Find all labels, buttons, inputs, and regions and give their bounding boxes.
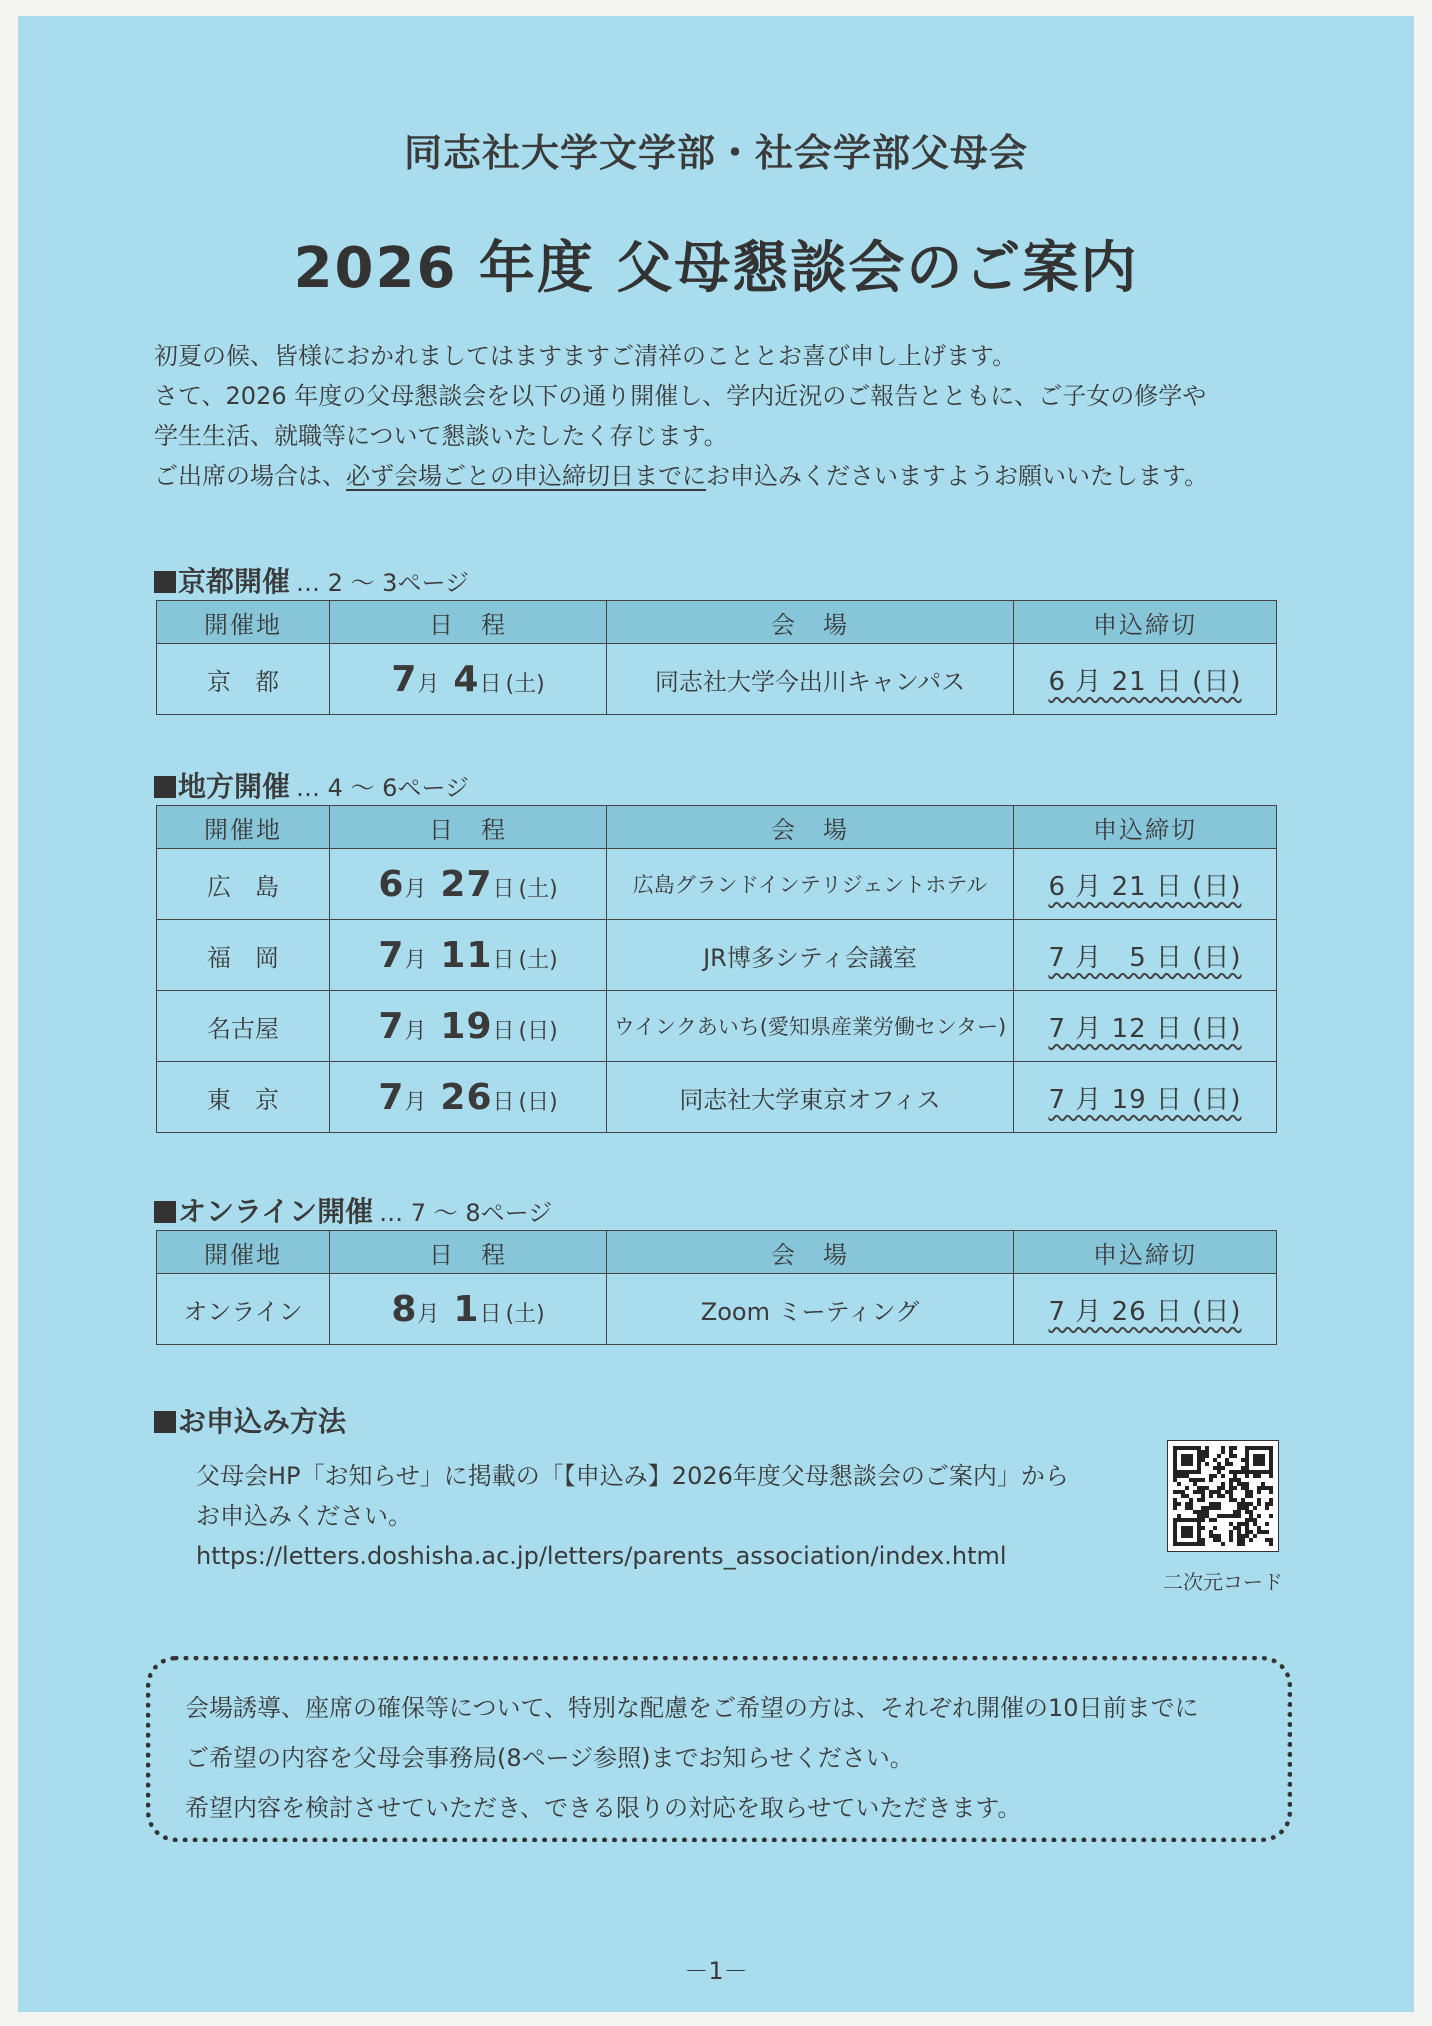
regional-schedule-table [156, 805, 1277, 1133]
table-body [157, 849, 1277, 1133]
application-url-link[interactable]: https://letters.doshisha.ac.jp/letters/parents_association/index.html [196, 1542, 1007, 1570]
qr-code-graphic [1168, 1441, 1278, 1551]
day-suffix: 日 [492, 1018, 515, 1044]
intro-line [154, 456, 1314, 496]
section-pages: … 7 ～ 8ページ [379, 1199, 553, 1227]
date-month: 7 [391, 658, 418, 700]
date-weekday: (日) [518, 1018, 558, 1044]
deadline-cell [1014, 644, 1277, 715]
header-date: 日 程 [330, 601, 607, 644]
month-suffix: 月 [417, 1301, 440, 1327]
date-cell [330, 1274, 607, 1345]
deadline-date: 7 月 19 日 (日) [1048, 1084, 1242, 1115]
deadline-cell [1014, 991, 1277, 1062]
notice-line: 希望内容を検討させていただき、できる限りの対応を取らせていただきます。 [185, 1794, 1022, 1822]
kyoto-schedule-table [156, 600, 1277, 715]
venue-cell [607, 1062, 1014, 1133]
header-venue: 会 場 [607, 806, 1014, 849]
venue-cell [607, 849, 1014, 920]
venue-name: 同志社大学今出川キャンパス [654, 667, 966, 696]
table-header-row [157, 601, 1277, 644]
date-month: 7 [378, 934, 405, 976]
venue-cell [607, 991, 1014, 1062]
organization-name: 同志社大学文学部・社会学部父母会 [403, 131, 1028, 175]
section-title: オンライン開催 [178, 1195, 374, 1228]
month-suffix: 月 [404, 876, 427, 902]
venue-name: 広島グランドインテリジェントホテル [632, 873, 988, 897]
date-day: 4 [453, 658, 480, 700]
day-suffix: 日 [492, 1089, 515, 1115]
table-row [157, 849, 1277, 920]
date-weekday: (土) [518, 876, 558, 902]
square-bullet-icon [154, 571, 176, 593]
deadline-date: 6 月 21 日 (日) [1048, 666, 1242, 697]
deadline-date: 7 月 5 日 (日) [1048, 942, 1242, 973]
date-weekday: (日) [518, 1089, 558, 1115]
page-number: －1－ [684, 1957, 748, 1985]
venue-name: Zoom ミーティング [700, 1297, 920, 1326]
intro-line: 初夏の候、皆様におかれましてはますますご清祥のこととお喜び申し上げます。 [154, 342, 1017, 370]
header-date: 日 程 [330, 806, 607, 849]
date-weekday: (土) [505, 1301, 545, 1327]
date-cell [330, 644, 607, 715]
month-suffix: 月 [417, 671, 440, 697]
date-day: 1 [453, 1288, 480, 1330]
month-suffix: 月 [404, 1089, 427, 1115]
header-venue: 会 場 [607, 601, 1014, 644]
deadline-cell [1014, 920, 1277, 991]
table-header [157, 601, 1277, 644]
date-weekday: (土) [518, 947, 558, 973]
table-header-row [157, 1231, 1277, 1274]
date-month: 7 [378, 1005, 405, 1047]
section-title: 地方開催 [178, 770, 291, 803]
qr-caption: 二次元コード [1163, 1570, 1283, 1594]
deadline-date: 6 月 21 日 (日) [1048, 871, 1242, 902]
section-heading-regional [154, 765, 469, 805]
venue-cell [607, 644, 1014, 715]
section-title: 京都開催 [178, 565, 291, 598]
deadline-cell [1014, 1062, 1277, 1133]
section-pages: … 2 ～ 3ページ [296, 569, 469, 597]
date-cell [330, 920, 607, 991]
special-accommodation-notice [146, 1656, 1292, 1842]
date-cell [330, 1062, 607, 1133]
notice-line: ご希望の内容を父母会事務局(8ページ参照)までお知らせください。 [185, 1744, 914, 1772]
header-deadline: 申込締切 [1014, 601, 1277, 644]
online-schedule-table [156, 1230, 1277, 1345]
date-day: 19 [440, 1005, 493, 1047]
table-body [157, 1274, 1277, 1345]
intro-line: さて、2026 年度の父母懇談会を以下の通り開催し、学内近況のご報告とともに、ご子女の修学や [154, 382, 1207, 410]
table-header [157, 806, 1277, 849]
intro-line: 学生生活、就職等について懇談いたしたく存じます。 [154, 422, 728, 450]
location-cell: オンライン [157, 1274, 330, 1345]
section-heading-application [154, 1400, 346, 1440]
location-cell: 広 島 [157, 849, 330, 920]
table-body [157, 644, 1277, 715]
venue-name: 同志社大学東京オフィス [679, 1085, 941, 1114]
section-heading-kyoto [154, 560, 469, 600]
info-sheet [18, 16, 1414, 2012]
header-deadline: 申込締切 [1014, 1231, 1277, 1274]
table-row [157, 1062, 1277, 1133]
section-title: お申込み方法 [178, 1405, 347, 1438]
application-line: 父母会HP「お知らせ」に掲載の「【申込み】2026年度父母懇談会のご案内」から [196, 1462, 1069, 1490]
table-row [157, 991, 1277, 1062]
header-location: 開催地 [157, 601, 330, 644]
day-suffix: 日 [492, 876, 515, 902]
deadline-date: 7 月 12 日 (日) [1048, 1013, 1242, 1044]
section-pages: … 4 ～ 6ページ [296, 774, 469, 802]
deadline-cell [1014, 849, 1277, 920]
table-header [157, 1231, 1277, 1274]
section-heading-online [154, 1190, 552, 1230]
qr-code-icon[interactable] [1167, 1440, 1279, 1552]
date-day: 26 [440, 1076, 493, 1118]
intro-text: ご出席の場合は、 [154, 462, 346, 490]
date-weekday: (土) [505, 671, 545, 697]
day-suffix: 日 [492, 947, 515, 973]
header-location: 開催地 [157, 1231, 330, 1274]
date-month: 7 [378, 1076, 405, 1118]
day-suffix: 日 [479, 671, 502, 697]
venue-cell [607, 920, 1014, 991]
date-month: 6 [378, 863, 405, 905]
date-day: 27 [440, 863, 493, 905]
page-title: 2026 年度 父母懇談会のご案内 [293, 236, 1139, 301]
location-cell: 京 都 [157, 644, 330, 715]
date-month: 8 [391, 1288, 418, 1330]
date-day: 11 [440, 934, 493, 976]
date-cell [330, 849, 607, 920]
deadline-cell [1014, 1274, 1277, 1345]
table-row [157, 644, 1277, 715]
notice-line: 会場誘導、座席の確保等について、特別な配慮をご希望の方は、それぞれ開催の10日前までに [185, 1694, 1199, 1722]
venue-cell [607, 1274, 1014, 1345]
header-venue: 会 場 [607, 1231, 1014, 1274]
deadline-emphasis: 必ず会場ごとの申込締切日までに [346, 462, 706, 490]
application-line: お申込みください。 [196, 1502, 412, 1530]
application-instructions [196, 1456, 1069, 1576]
month-suffix: 月 [404, 1018, 427, 1044]
date-cell [330, 991, 607, 1062]
header-date: 日 程 [330, 1231, 607, 1274]
intro-text: お申込みくださいますようお願いいたします。 [706, 462, 1209, 490]
location-cell: 東 京 [157, 1062, 330, 1133]
location-cell: 名古屋 [157, 991, 330, 1062]
venue-name: JR博多シティ会議室 [703, 943, 917, 972]
location-cell: 福 岡 [157, 920, 330, 991]
month-suffix: 月 [404, 947, 427, 973]
day-suffix: 日 [479, 1301, 502, 1327]
table-row [157, 1274, 1277, 1345]
header-location: 開催地 [157, 806, 330, 849]
intro-paragraph [154, 336, 1314, 496]
header-deadline: 申込締切 [1014, 806, 1277, 849]
table-header-row [157, 806, 1277, 849]
deadline-date: 7 月 26 日 (日) [1048, 1296, 1242, 1327]
table-row [157, 920, 1277, 991]
square-bullet-icon [154, 1201, 176, 1223]
square-bullet-icon [154, 1411, 176, 1433]
square-bullet-icon [154, 776, 176, 798]
venue-name: ウインクあいち(愛知県産業労働センター) [613, 1015, 1007, 1039]
